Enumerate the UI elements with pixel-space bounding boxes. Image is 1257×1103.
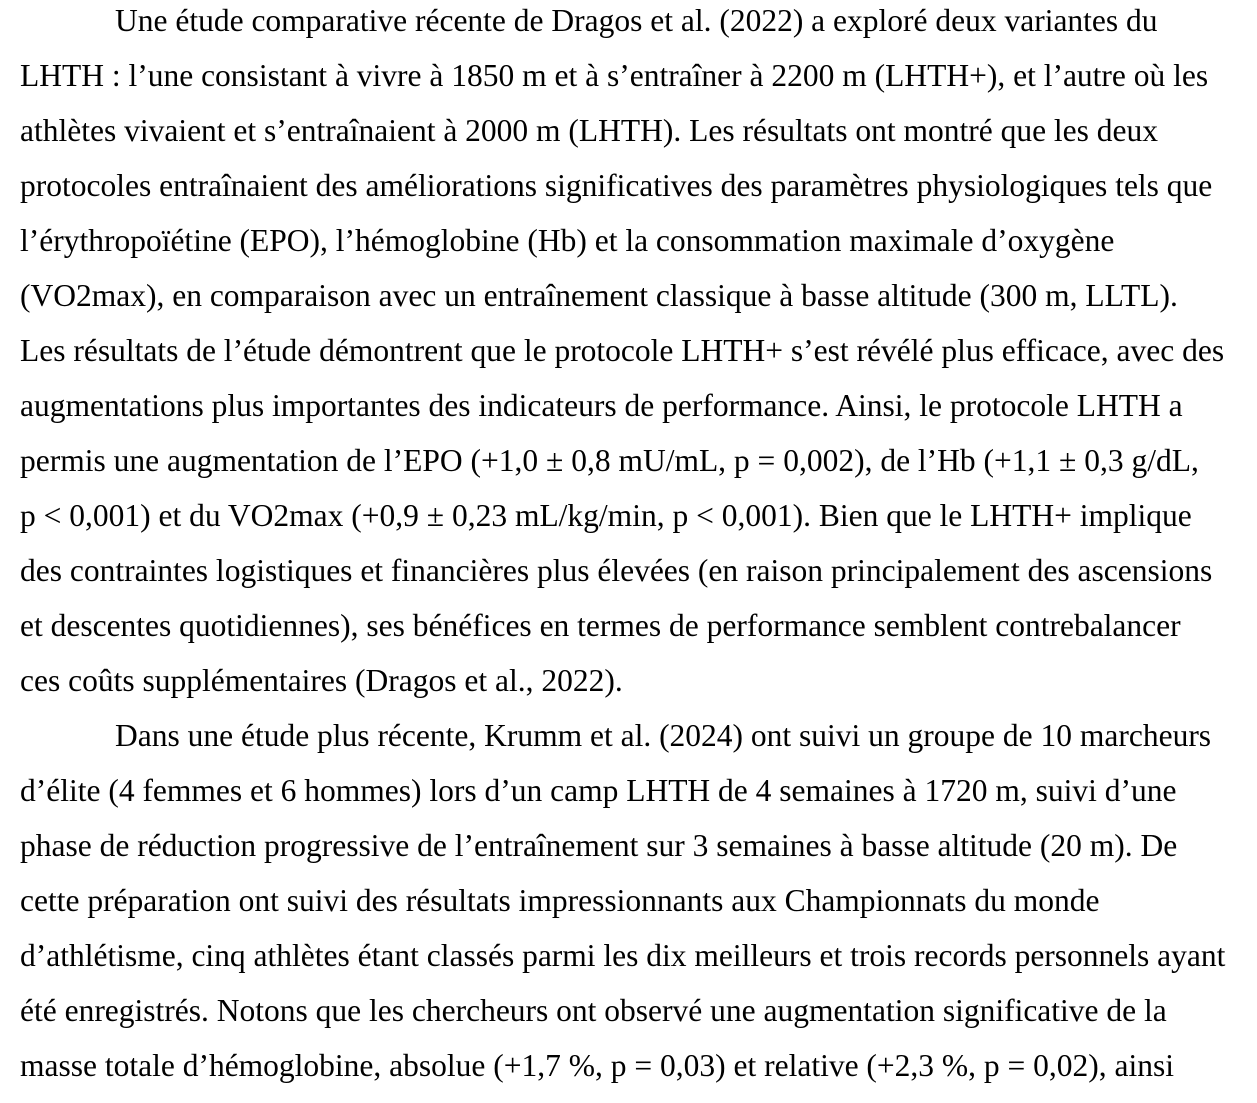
text-line: Une étude comparative récente de Dragos et al. (2022) a exploré deux variantes du [115, 3, 1158, 38]
text-line: (VO2max), en comparaison avec un entraînement classique à basse altitude (300 m, LLTL). [20, 278, 1178, 313]
text-line: et descentes quotidiennes), ses bénéfices en termes de performance semblent contrebalancer [20, 608, 1181, 643]
text-line: Dans une étude plus récente, Krumm et al. (2024) ont suivi un groupe de 10 marcheurs [115, 718, 1212, 753]
text-line: protocoles entraînaient des améliorations significatives des paramètres physiologiques tels que [20, 168, 1213, 203]
paragraph [20, 708, 1238, 1093]
text-line: cette préparation ont suivi des résultats impressionnants aux Championnats du monde [20, 883, 1100, 918]
document-body [20, 0, 1238, 1093]
text-line: LHTH : l’une consistant à vivre à 1850 m et à s’entraîner à 2200 m (LHTH+), et l’autre où les [20, 58, 1209, 93]
paragraph [20, 0, 1238, 708]
text-line: Les résultats de l’étude démontrent que le protocole LHTH+ s’est révélé plus efficace, avec des [20, 333, 1225, 368]
text-line: l’érythropoïétine (EPO), l’hémoglobine (Hb) et la consommation maximale d’oxygène [20, 223, 1115, 258]
text-line: d’athlétisme, cinq athlètes étant classés parmi les dix meilleurs et trois records personnels ayant [20, 938, 1226, 973]
text-line: permis une augmentation de l’EPO (+1,0 ± 0,8 mU/mL, p = 0,002), de l’Hb (+1,1 ± 0,3 g/dL, [20, 443, 1199, 478]
text-line: athlètes vivaient et s’entraînaient à 2000 m (LHTH). Les résultats ont montré que les deux [20, 113, 1159, 148]
text-line: d’élite (4 femmes et 6 hommes) lors d’un camp LHTH de 4 semaines à 1720 m, suivi d’une [20, 773, 1177, 808]
text-line: été enregistrés. Notons que les chercheurs ont observé une augmentation significative de la [20, 993, 1167, 1028]
text-line: p < 0,001) et du VO2max (+0,9 ± 0,23 mL/kg/min, p < 0,001). Bien que le LHTH+ implique [20, 498, 1192, 533]
text-line: masse totale d’hémoglobine, absolue (+1,7 %, p = 0,03) et relative (+2,3 %, p = 0,02), ainsi [20, 1048, 1175, 1083]
text-line: phase de réduction progressive de l’entraînement sur 3 semaines à basse altitude (20 m). De [20, 828, 1178, 863]
text-line: ces coûts supplémentaires (Dragos et al., 2022). [20, 663, 623, 698]
text-line: des contraintes logistiques et financières plus élevées (en raison principalement des ascensions [20, 553, 1213, 588]
text-line: augmentations plus importantes des indicateurs de performance. Ainsi, le protocole LHTH a [20, 388, 1183, 423]
